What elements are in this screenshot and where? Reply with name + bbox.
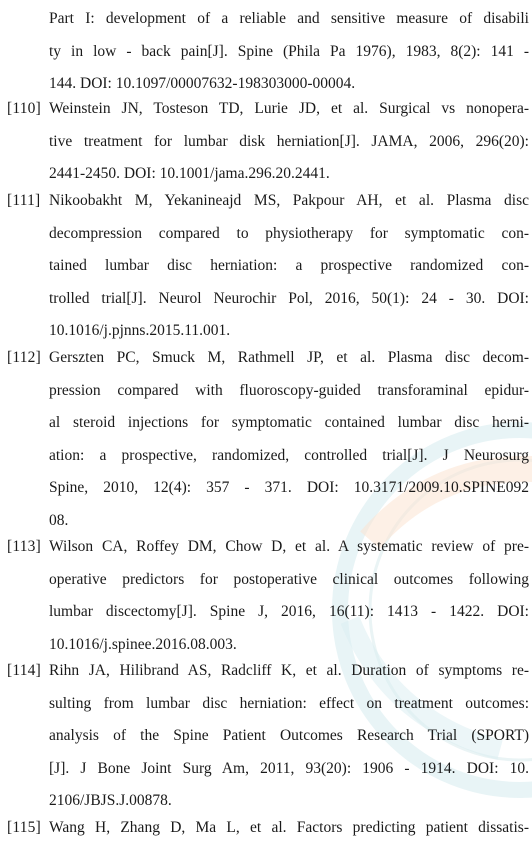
reference-line: analysis of the Spine Patient Outcomes Research Trial (SPORT) xyxy=(49,727,529,744)
reference-line: tive treatment for lumbar disk herniation[J]. JAMA, 2006, 296(20): xyxy=(49,132,529,150)
reference-line: 2441-2450. DOI: 10.1001/jama.296.20.2441. xyxy=(49,165,330,182)
reference-line: operative predictors for postoperative clinical outcomes following xyxy=(49,570,529,588)
reference-line: decompression compared to physiotherapy for symptomatic con- xyxy=(49,224,529,242)
reference-line: 10.1016/j.pjnns.2015.11.001. xyxy=(49,322,231,339)
reference-line: 144. DOI: 10.1097/00007632-198303000-00004. xyxy=(49,75,356,92)
reference-line: Wang H, Zhang D, Ma L, et al. Factors predicting patient dissatis- xyxy=(49,819,529,836)
reference-line: lumbar discectomy[J]. Spine J, 2016, 16(11): 1413 - 1422. DOI: xyxy=(49,603,529,620)
reference-line: sulting from lumbar disc herniation: effect on treatment outcomes: xyxy=(49,694,529,712)
reference-line: Rihn JA, Hilibrand AS, Radcliff K, et al. Duration of symptoms re- xyxy=(49,662,529,679)
reference-number: [114] xyxy=(7,662,41,679)
reference-line: Gerszten PC, Smuck M, Rathmell JP, et al. Plasma disc decom- xyxy=(49,349,529,366)
reference-line: trolled trial[J]. Neurol Neurochir Pol, 2016, 50(1): 24 - 30. DOI: xyxy=(49,289,529,307)
reference-line: pression compared with fluoroscopy-guided transforaminal epidur- xyxy=(49,381,529,399)
reference-number: [111] xyxy=(7,192,41,209)
reference-text xyxy=(49,342,529,537)
reference-line: Wilson CA, Roffey DM, Chow D, et al. A systematic review of pre- xyxy=(49,538,529,555)
reference-line: al steroid injections for symptomatic contained lumbar disc herni- xyxy=(49,414,529,431)
reference-line: ation: a prospective, randomized, controlled trial[J]. J Neurosurg xyxy=(49,446,529,464)
reference-line: tained lumbar disc herniation: a prospective randomized con- xyxy=(49,257,529,274)
reference-line: ty in low - back pain[J]. Spine (Phila Pa 1976), 1983, 8(2): 141 - xyxy=(49,42,529,60)
reference-number: [110] xyxy=(7,100,41,117)
reference-text xyxy=(49,531,529,661)
reference-number: [113] xyxy=(7,538,41,555)
reference-text xyxy=(49,185,529,348)
reference-line: 08. xyxy=(49,511,69,529)
reference-text xyxy=(49,93,529,191)
reference-text xyxy=(49,655,529,818)
reference-line: [J]. J Bone Joint Surg Am, 2011, 93(20): 1906 - 1914. DOI: 10. xyxy=(49,759,529,777)
reference-line: 10.1016/j.spinee.2016.08.003. xyxy=(49,635,237,653)
reference-line: Nikoobakht M, Yekanineajd MS, Pakpour AH, et al. Plasma disc xyxy=(49,192,529,209)
reference-line: Part I: development of a reliable and sensitive measure of disabili xyxy=(49,10,529,27)
reference-number: [115] xyxy=(7,819,41,836)
reference-line: 2106/JBJS.J.00878. xyxy=(49,792,172,809)
reference-line: Spine, 2010, 12(4): 357 - 371. DOI: 10.3171/2009.10.SPINE092 xyxy=(49,479,529,496)
reference-line: Weinstein JN, Tosteson TD, Lurie JD, et al. Surgical vs nonopera- xyxy=(49,100,529,117)
reference-text xyxy=(49,3,529,101)
reference-number: [112] xyxy=(7,349,41,366)
